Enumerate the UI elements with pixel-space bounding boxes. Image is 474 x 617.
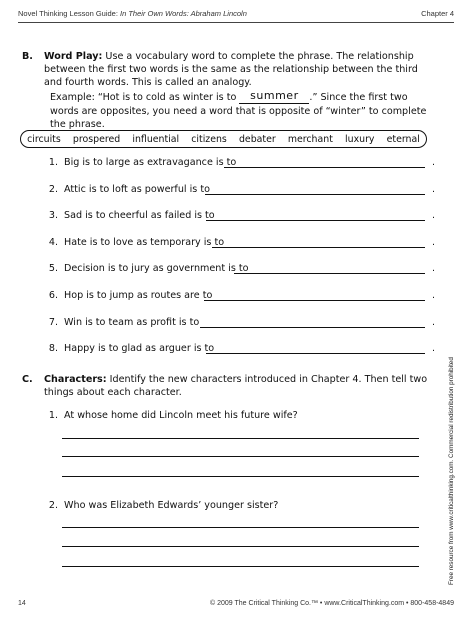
example-text: Example: “Hot is to cold as winter is to summer .” Since the first two words are opposites, you need a word that is opposite of “winter” to complete the phrase. xyxy=(50,89,427,130)
item-number: 1. xyxy=(48,157,58,168)
chapter-label: Chapter 4 xyxy=(421,9,454,18)
answer-line[interactable] xyxy=(212,247,425,248)
question-text: Who was Elizabeth Edwards’ younger sister? xyxy=(64,500,279,511)
book-title: In Their Own Words: Abraham Lincoln xyxy=(120,9,247,18)
guide-title: Novel Thinking Lesson Guide: In Their Own Words: Abraham Lincoln xyxy=(18,9,247,18)
item-number: 2. xyxy=(48,183,58,195)
section-b-letter: B. xyxy=(22,51,33,62)
analogy-item: 4. Hate is to love as temporary is to . xyxy=(40,237,435,264)
analogy-item: 3. Sad is to cheerful as failed is to . xyxy=(40,210,435,237)
word-bank-item: eternal xyxy=(386,133,420,145)
word-bank-item: luxury xyxy=(345,133,375,145)
section-word-play xyxy=(22,50,432,131)
item-number: 5. xyxy=(48,263,58,275)
analogy-list xyxy=(40,157,435,370)
analogy-prompt: Win is to team as profit is to xyxy=(64,316,200,328)
writing-line[interactable] xyxy=(62,456,419,457)
section-c-letter: C. xyxy=(22,374,33,385)
word-bank-item: citizens xyxy=(191,133,227,145)
writing-line[interactable] xyxy=(62,527,419,528)
analogy-item: 1. Big is to large as extravagance is to . xyxy=(40,157,435,184)
analogy-item: 6. Hop is to jump as routes are to . xyxy=(40,290,435,317)
section-b-instructions: Use a vocabulary word to complete the phrase. The relationship between the first two words is the same as the relationship between the third and fourth words. This is called an analogy. xyxy=(44,51,418,88)
answer-line[interactable] xyxy=(204,300,425,301)
copyright-notice: © 2009 The Critical Thinking Co.™ • www.CriticalThinking.com • 800-458-4849 xyxy=(209,600,454,607)
analogy-item: 8. Happy is to glad as arguer is to . xyxy=(40,343,435,370)
example-blank xyxy=(239,89,309,104)
analogy-prompt: Hate is to love as temporary is to xyxy=(64,236,225,248)
item-number: 8. xyxy=(48,343,58,355)
page-number: 14 xyxy=(18,600,26,607)
item-number: 3. xyxy=(48,210,58,222)
section-b-title: Word Play: xyxy=(44,51,103,62)
answer-line[interactable] xyxy=(224,167,425,168)
page-header xyxy=(18,9,454,23)
analogy-prompt: Sad is to cheerful as failed is to xyxy=(64,210,215,222)
answer-line[interactable] xyxy=(200,327,425,328)
item-number: 6. xyxy=(48,289,58,301)
answer-line[interactable] xyxy=(206,353,425,354)
section-c-instructions: Identify the new characters introduced in Chapter 4. Then tell two things about each character. xyxy=(44,374,428,398)
word-bank-item: merchant xyxy=(287,133,333,145)
writing-line[interactable] xyxy=(62,546,419,547)
answer-line[interactable] xyxy=(206,220,425,221)
analogy-item: 7. Win is to team as profit is to . xyxy=(40,317,435,344)
writing-line[interactable] xyxy=(62,438,419,439)
writing-line[interactable] xyxy=(62,566,419,567)
side-note: Free resource from www.criticalthinking.com. Commercial redistribution prohibited xyxy=(448,357,455,585)
item-number: 1. xyxy=(48,410,58,421)
word-bank-item: circuits xyxy=(27,133,61,145)
section-characters xyxy=(22,373,432,399)
analogy-prompt: Decision is to jury as government is to xyxy=(64,263,249,275)
item-number: 2. xyxy=(48,500,58,511)
question-text: At whose home did Lincoln meet his future wife? xyxy=(64,410,298,421)
word-bank-item: debater xyxy=(238,133,276,145)
item-number: 7. xyxy=(48,316,58,328)
item-number: 4. xyxy=(48,236,58,248)
answer-line[interactable] xyxy=(234,273,425,274)
analogy-prompt: Happy is to glad as arguer is to xyxy=(64,343,215,355)
example-answer: summer xyxy=(250,89,299,102)
section-c-title: Characters: xyxy=(44,374,107,385)
analogy-item: 2. Attic is to loft as powerful is to . xyxy=(40,184,435,211)
header-divider xyxy=(18,22,454,23)
writing-line[interactable] xyxy=(62,476,419,477)
analogy-prompt: Big is to large as extravagance is to xyxy=(64,157,237,168)
analogy-prompt: Hop is to jump as routes are to xyxy=(64,289,213,301)
word-bank-item: influential xyxy=(132,133,180,145)
word-bank xyxy=(20,130,427,148)
word-bank-item: prospered xyxy=(72,133,121,145)
analogy-prompt: Attic is to loft as powerful is to xyxy=(64,183,210,195)
answer-line[interactable] xyxy=(205,194,425,195)
analogy-item: 5. Decision is to jury as government is to . xyxy=(40,263,435,290)
